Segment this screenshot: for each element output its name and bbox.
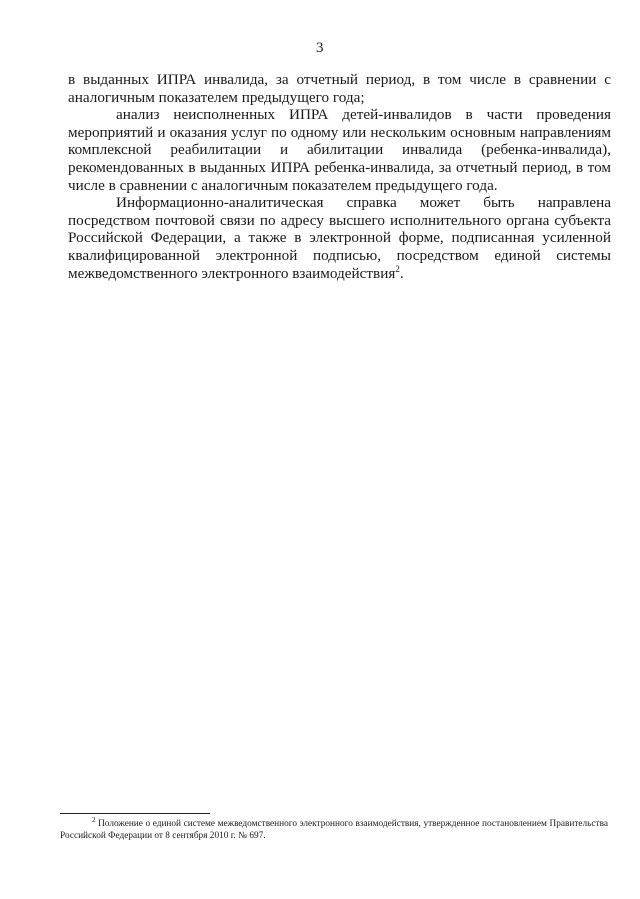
footnote-reference: 2 xyxy=(395,263,400,274)
footnote-separator xyxy=(60,813,210,814)
document-body xyxy=(68,71,611,282)
page-number: 3 xyxy=(316,40,324,56)
footnote-number: 2 xyxy=(92,815,96,824)
paragraph-analysis: анализ неисполненных ИПРА детей-инвалидов в части проведения мероприятий и оказания услуг по одному или нескольким основным направлениям комплексной реабилитации и абилитации инвалида (ребенка-инвалида), рекомендованных в выданных ИПРА ребенка-инвалида, за отчетный период, в том числе в сравнении с аналогичным показателем предыдущего года. xyxy=(68,106,611,194)
paragraph-submission xyxy=(68,194,611,282)
paragraph-submission-period: . xyxy=(399,264,404,282)
footnote xyxy=(60,815,608,842)
footnote-text: Положение о единой системе межведомственного электронного взаимодействия, утвержденное постановлением Правительства Российской Федерации от 8 сентября 2010 г. № 697. xyxy=(60,819,608,841)
footnote-paragraph xyxy=(60,815,608,842)
paragraph-continuation: в выданных ИПРА инвалида, за отчетный период, в том числе в сравнении с аналогичным показателем предыдущего года; xyxy=(68,71,611,106)
paragraph-submission-text: Информационно-аналитическая справка может быть направлена посредством почтовой связи по адресу высшего исполнительного органа субъекта Российской Федерации, а также в электронной форме, подписанная усиленной квалифицированной электронной подписью, посредством единой системы межведомственного электронного взаимодействия xyxy=(68,194,611,282)
